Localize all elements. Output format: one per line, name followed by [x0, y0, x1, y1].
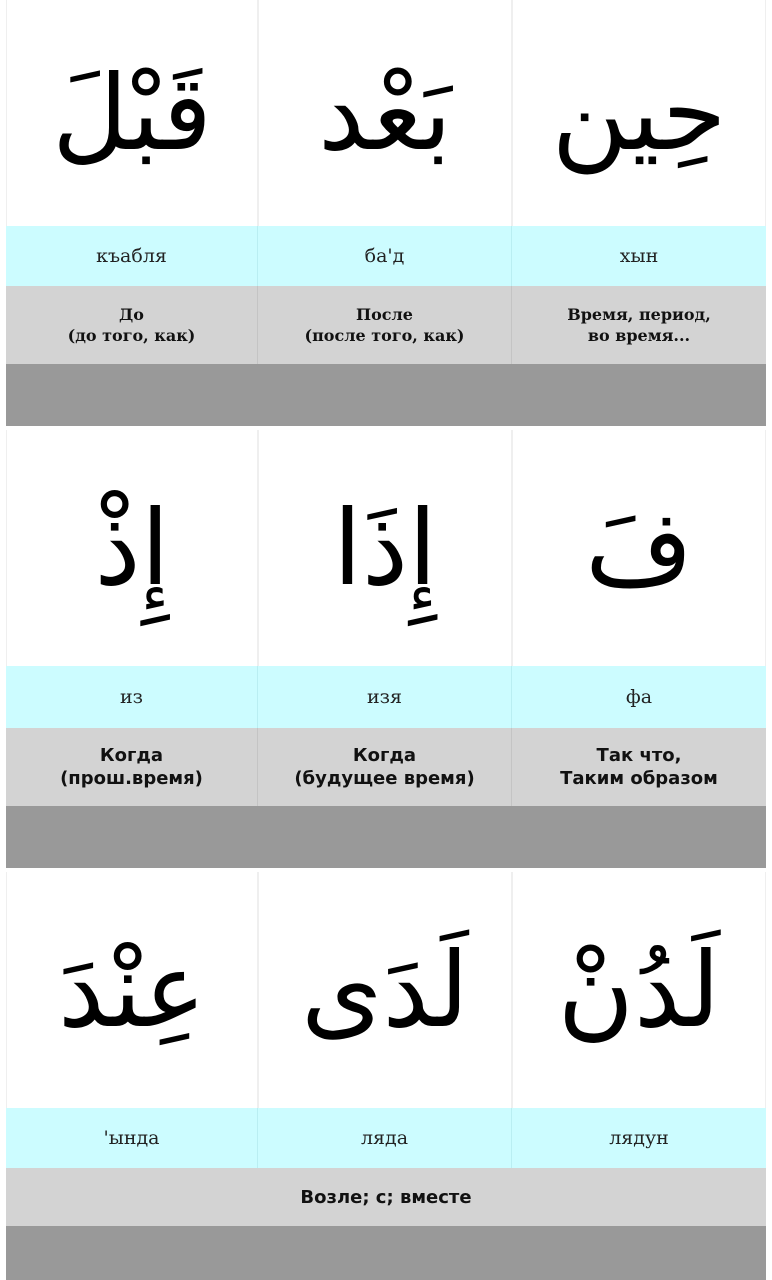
arabic-row [6, 0, 766, 226]
footer-bar [6, 1226, 766, 1280]
meaning: Время, период, во время... [567, 305, 711, 345]
arabic-word: إِذَا [332, 487, 438, 609]
meaning-row [6, 1168, 766, 1226]
meaning-row [6, 728, 766, 806]
transliteration: ляда [258, 1108, 512, 1168]
transliteration: 'ында [6, 1108, 258, 1168]
arabic-word: عِنْدَ [57, 929, 207, 1051]
arabic-word-cell [6, 0, 258, 226]
arabic-word-cell [258, 872, 512, 1108]
arabic-word-cell [6, 430, 258, 666]
shared-meaning: Возле; с; вместе [300, 1186, 472, 1208]
arabic-word-cell [258, 0, 512, 226]
arabic-word: لَدُنْ [557, 929, 721, 1051]
arabic-row [6, 430, 766, 666]
arabic-word-cell [258, 430, 512, 666]
arabic-word: لَدَى [301, 929, 469, 1051]
transliteration: лядун [609, 1127, 669, 1149]
arabic-word: قَبْلَ [52, 52, 212, 174]
arabic-row [6, 872, 766, 1108]
transliteration: хын [619, 245, 659, 267]
word-block-3 [6, 872, 766, 1280]
footer-bar [6, 806, 766, 868]
meaning: Когда (будущее время) [258, 728, 512, 806]
word-block-2 [6, 430, 766, 868]
meaning: Когда (прош.время) [6, 728, 258, 806]
arabic-word-cell [512, 430, 766, 666]
transliteration-row [6, 666, 766, 728]
transliteration: къабля [6, 226, 258, 286]
arabic-word: حِين [551, 52, 727, 174]
word-block-1 [6, 0, 766, 426]
arabic-word: فَ [585, 487, 693, 609]
arabic-word-cell [512, 0, 766, 226]
transliteration: ба'д [258, 226, 512, 286]
arabic-word-cell [6, 872, 258, 1108]
meaning: После (после того, как) [258, 286, 512, 364]
transliteration-row [6, 226, 766, 286]
transliteration: фа [625, 686, 653, 708]
footer-bar [6, 364, 766, 426]
arabic-word-cell [512, 872, 766, 1108]
arabic-word: إِذْ [94, 487, 170, 609]
arabic-word: بَعْد [318, 52, 452, 174]
transliteration: изя [258, 666, 512, 728]
meaning-row [6, 286, 766, 364]
transliteration: из [6, 666, 258, 728]
meaning: До (до того, как) [6, 286, 258, 364]
meaning: Так что, Таким образом [560, 745, 718, 789]
transliteration-row [6, 1108, 766, 1168]
